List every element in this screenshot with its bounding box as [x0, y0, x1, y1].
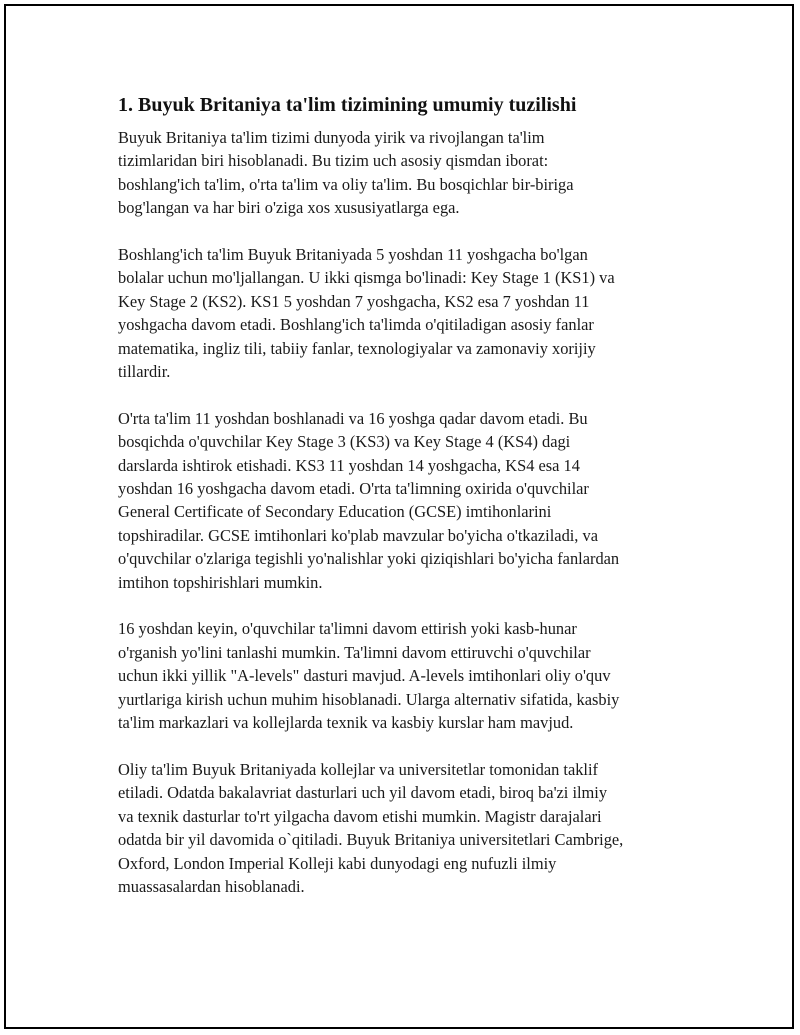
paragraph-higher-education: Oliy ta'lim Buyuk Britaniyada kollejlar va universitetlar tomonidan taklif etiladi. Odatda bakalavriat dasturlari uch yil davom etadi, biroq ba'zi ilmiy va texnik dasturlar to'rt yilgacha davom etishi mumkin. Magistr darajalari odatda bir yil davomida o`qitiladi. Buyuk Britaniya universitetlari Cambrige, Oxford, London Imperial Kolleji kabi dunyodagi eng nufuzli ilmiy muassasalardan hisoblanadi. — [118, 759, 624, 896]
paragraph-overview: Buyuk Britaniya ta'lim tizimi dunyoda yirik va rivojlangan ta'lim tizimlaridan biri hisoblanadi. Bu tizim uch asosiy qismdan iborat: boshlang'ich ta'lim, o'rta ta'lim va oliy ta'lim. Bu bosqichlar bir-biriga bog'langan va har biri o'ziga xos xususiyatlarga ega. — [118, 128, 574, 218]
paragraph-post-16-education: 16 yoshdan keyin, o'quvchilar ta'limni davom ettirish yoki kasb-hunar o'rganish yo'lini tanlashi mumkin. Ta'limni davom ettiruvchi o'quvchilar uchun ikki yillik "A-levels" dasturi mavjud. A-levels imtihonlari oliy o'quv yurtlariga kirish uchun muhim hisoblanadi. Ularga alternativ sifatida, kasbiy ta'lim markazlari va kollejlarda texnik va kasbiy kurslar ham mavjud. — [118, 619, 620, 733]
section-heading: 1. Buyuk Britaniya ta'lim tizimining umumiy tuzilishi — [118, 94, 577, 116]
paragraph-primary-education: Boshlang'ich ta'lim Buyuk Britaniyada 5 yoshdan 11 yoshgacha bo'lgan bolalar uchun mo'ljallangan. U ikki qismga bo'linadi: Key Stage 1 (KS1) va Key Stage 2 (KS2). KS1 5 yoshdan 7 yoshgacha, KS2 esa 7 yoshdan 11 yoshgacha davom etadi. Boshlang'ich ta'limda o'qitiladigan asosiy fanlar matematika, ingliz tili, tabiiy fanlar, texnologiyalar va zamonaviy xorijiy tillardir. — [118, 245, 615, 382]
paragraph-secondary-education: O'rta ta'lim 11 yoshdan boshlanadi va 16 yoshga qadar davom etadi. Bu bosqichda o'quvchilar Key Stage 3 (KS3) va Key Stage 4 (KS4) dagi darslarda ishtirok etishadi. KS3 11 yoshdan 14 yoshgacha, KS4 esa 14 yoshdan 16 yoshgacha davom etadi. O'rta ta'limning oxirida o'quvchilar General Certificate of Secondary Education (GCSE) imtihonlarini topshiradilar. GCSE imtihonlari ko'plab mavzular bo'yicha o'tkaziladi, va o'quvchilar o'zlariga tegishli yo'nalishlar yoki qiziqishlari bo'yicha fanlardan imtihon topshirishlari mumkin. — [118, 408, 620, 592]
document-body — [118, 92, 690, 922]
